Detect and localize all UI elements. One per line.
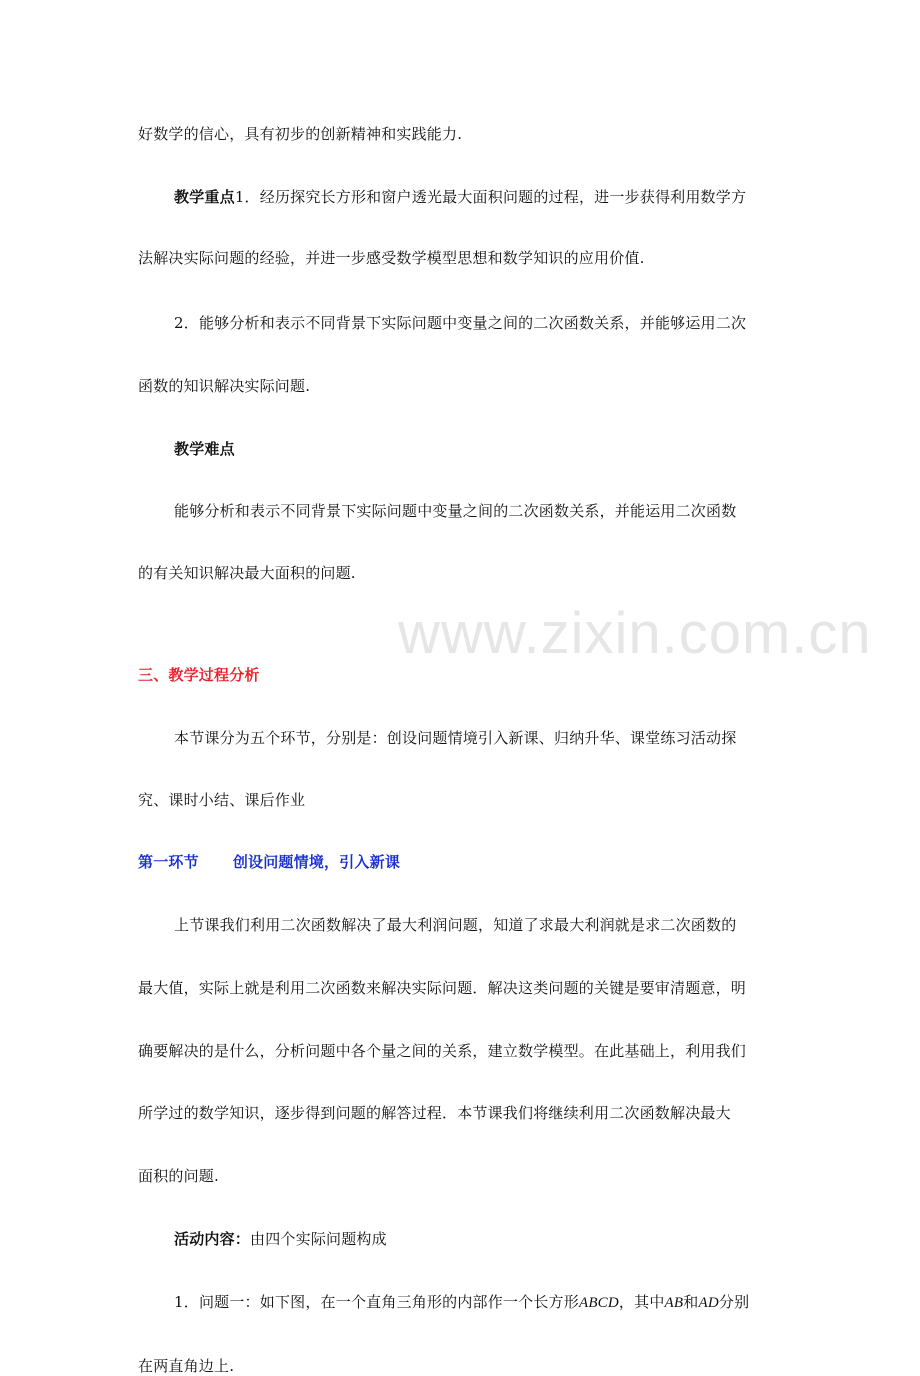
step1-heading (138, 852, 788, 872)
step1-label: 第一环节 (138, 853, 199, 871)
problem1-prefix: 1．问题一：如下图，在一个直角三角形的内部作一个长方形 (174, 1293, 579, 1311)
difficulty-line2: 的有关知识解决最大面积的问题. (138, 564, 356, 582)
problem1-ad: AD (698, 1295, 719, 1311)
step1-para-line3: 确要解决的是什么，分析问题中各个量之间的关系，建立数学模型。在此基础上，利用我们 (138, 1042, 747, 1060)
problem1-line1 (174, 1292, 788, 1313)
section3-line1: 本节课分为五个环节，分别是：创设问题情境引入新课、归纳升华、课堂练习活动探 (174, 729, 737, 747)
difficulty-line1: 能够分析和表示不同背景下实际问题中变量之间的二次函数关系，并能运用二次函数 (174, 502, 737, 520)
problem1-abcd: ABCD (578, 1295, 619, 1311)
step1-para-line5: 面积的问题. (138, 1167, 219, 1185)
problem1-suffix: 分别 (718, 1293, 750, 1311)
step1-para-line4: 所学过的数学知识，逐步得到问题的解答过程．本节课我们将继续利用二次函数解决最大 (138, 1104, 731, 1122)
key-points-item2-line1: 2．能够分析和表示不同背景下实际问题中变量之间的二次函数关系，并能够运用二次 (174, 314, 747, 332)
activity-line (174, 1229, 788, 1249)
difficulty-label: 教学难点 (174, 440, 235, 458)
problem1-line2: 在两直角边上. (138, 1357, 235, 1375)
activity-label: 活动内容： (174, 1230, 251, 1248)
section3-heading: 三、教学过程分析 (138, 666, 260, 684)
activity-text: 由四个实际问题构成 (250, 1230, 387, 1248)
problem1-mid1: ，其中 (618, 1293, 665, 1311)
key-points-label: 教学重点 (174, 188, 235, 206)
step1-para-line2: 最大值，实际上就是利用二次函数来解决实际问题．解决这类问题的关键是要审清题意，明 (138, 979, 747, 997)
key-points-item2-line2: 函数的知识解决实际问题. (138, 377, 311, 395)
key-points-line (174, 187, 788, 207)
step1-para-line1: 上节课我们利用二次函数解决了最大利润问题，知道了求最大利润就是求二次函数的 (174, 916, 737, 934)
paragraph-line: 好数学的信心，具有初步的创新精神和实践能力. (138, 125, 463, 143)
problem1-ab: AB (664, 1295, 684, 1311)
step1-title: 创设问题情境，引入新课 (232, 853, 401, 871)
section3-line2: 究、课时小结、课后作业 (138, 791, 306, 809)
problem1-mid2: 和 (683, 1293, 699, 1311)
key-points-item1-line1: 1．经历探究长方形和窗户透光最大面积问题的过程，进一步获得利用数学方 (234, 188, 747, 206)
watermark: www.zixin.com.cn (398, 601, 872, 666)
key-points-item1-line2: 法解决实际问题的经验，并进一步感受数学模型思想和数学知识的应用价值. (138, 249, 645, 267)
